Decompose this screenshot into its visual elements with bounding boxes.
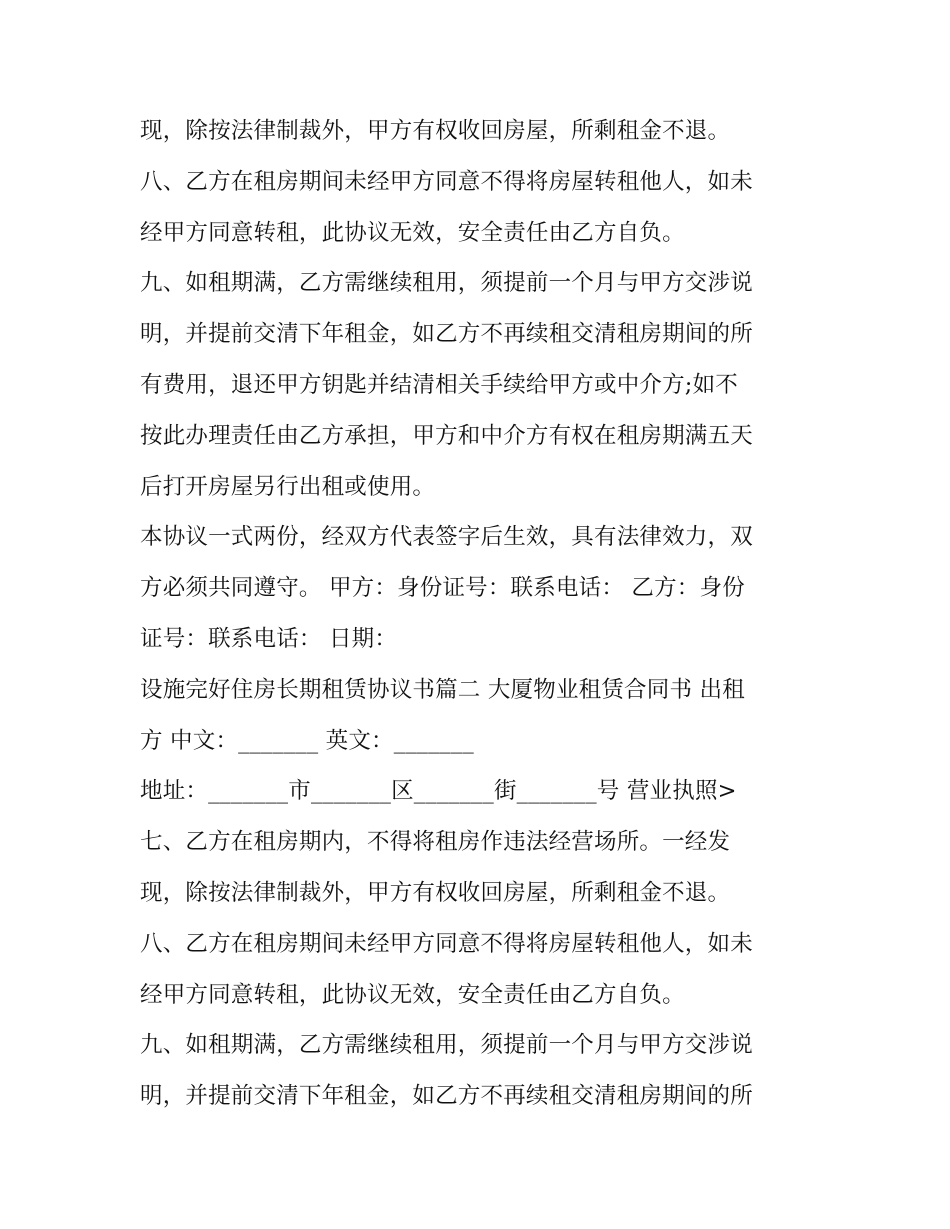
text-line-12: 设施完好住房长期租赁协议书篇二 大厦物业租赁合同书 出租 [140, 676, 745, 703]
text-line-11: 证号：联系电话： 日期： [140, 625, 398, 652]
text-line-8: 后打开房屋另行出租或使用。 [140, 473, 436, 500]
text-line-16: 现，除按法律制裁外，甲方有权收回房屋，所剩租金不退。 [140, 879, 731, 906]
text-line-20: 明，并提前交清下年租金，如乙方不再续租交清租房期间的所 [140, 1083, 753, 1110]
text-line-13: 方 中文：_______ 英文：_______ [140, 727, 474, 754]
text-line-9: 本协议一式两份，经双方代表签字后生效，具有法律效力，双 [140, 524, 753, 551]
text-line-6: 有费用，退还甲方钥匙并结清相关手续给甲方或中介方;如不 [140, 371, 738, 398]
text-line-1: 现，除按法律制裁外，甲方有权收回房屋，所剩租金不退。 [140, 118, 731, 144]
text-line-4: 九、如租期满，乙方需继续租用，须提前一个月与甲方交涉说 [140, 270, 753, 297]
text-line-18: 经甲方同意转租，此协议无效，安全责任由乙方自负。 [140, 981, 685, 1008]
text-line-10: 方必须共同遵守。 甲方：身份证号：联系电话： 乙方：身份 [140, 575, 745, 602]
text-line-14: 地址：_______市_______区_______街_______号 营业执照> [140, 778, 737, 805]
text-line-3: 经甲方同意转租，此协议无效，安全责任由乙方自负。 [140, 219, 685, 246]
text-line-17: 八、乙方在租房期间未经甲方同意不得将房屋转租他人，如未 [140, 930, 753, 957]
text-line-5: 明，并提前交清下年租金，如乙方不再续租交清租房期间的所 [140, 321, 753, 348]
text-line-2: 八、乙方在租房期间未经甲方同意不得将房屋转租他人，如未 [140, 168, 753, 195]
text-line-7: 按此办理责任由乙方承担，甲方和中介方有权在租房期满五天 [140, 422, 753, 449]
text-line-15: 七、乙方在租房期内，不得将租房作违法经营场所。一经发 [140, 829, 731, 856]
document-body [140, 106, 830, 1122]
text-line-19: 九、如租期满，乙方需继续租用，须提前一个月与甲方交涉说 [140, 1032, 753, 1059]
